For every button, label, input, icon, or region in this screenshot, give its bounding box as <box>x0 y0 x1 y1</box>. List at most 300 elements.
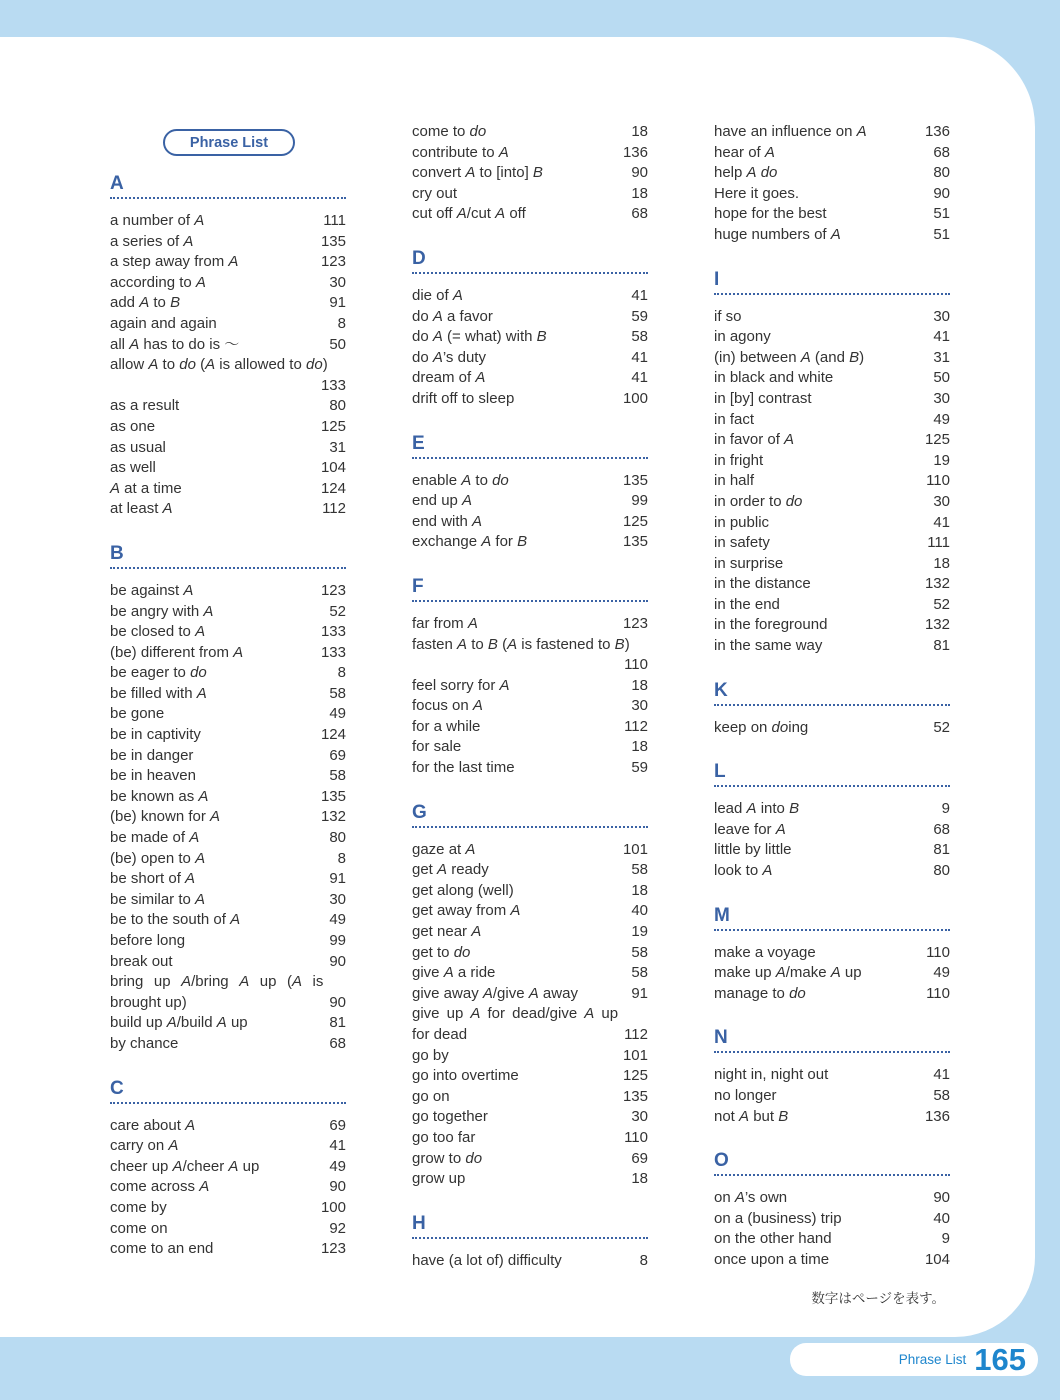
phrase-entry <box>412 1107 648 1128</box>
phrase-text: be in danger <box>110 746 194 764</box>
phrase-text: contribute to A <box>412 143 509 161</box>
page-number: 110 <box>624 656 648 674</box>
phrase-entry <box>714 1107 950 1128</box>
phrase-text: carry on A <box>110 1137 179 1155</box>
page-number: 68 <box>933 143 950 161</box>
page-number: 30 <box>631 1108 648 1126</box>
phrase-text: before long <box>110 932 186 949</box>
phrase-text: have an influence on A <box>714 123 867 140</box>
page-number: 104 <box>320 459 346 477</box>
section-header-N <box>714 1028 950 1053</box>
page-number: 30 <box>631 697 648 715</box>
page-number: 9 <box>941 800 950 818</box>
phrase-text: in [by] contrast <box>714 389 812 407</box>
phrase-text: have (a lot of) difficulty <box>412 1251 562 1269</box>
phrase-text: be angry with A <box>110 602 214 620</box>
phrase-entry <box>714 143 950 164</box>
section-letter: N <box>714 1027 728 1049</box>
phrase-entry <box>714 327 950 348</box>
page-number: 31 <box>933 348 950 366</box>
phrase-list-badge-label: Phrase List <box>189 134 269 151</box>
page-number: 91 <box>329 294 346 312</box>
phrase-text: in black and white <box>714 369 834 387</box>
phrase-text: go on <box>412 1087 450 1105</box>
page-number: 90 <box>631 164 648 182</box>
phrase-text: again and again <box>110 314 217 332</box>
phrase-entry <box>714 1250 950 1271</box>
phrase-entry <box>110 1239 346 1260</box>
phrase-entry <box>714 389 950 410</box>
phrase-entry <box>110 704 346 725</box>
page-number: 90 <box>329 1178 346 1196</box>
phrase-entry <box>714 615 950 636</box>
phrase-text: huge numbers of A <box>714 225 841 243</box>
phrase-text: in safety <box>714 534 770 552</box>
phrase-entry <box>412 758 648 779</box>
page-number: 136 <box>924 123 950 140</box>
phrase-text: keep on doing <box>714 718 809 736</box>
page-number: 136 <box>924 1107 950 1125</box>
phrase-entry <box>110 273 346 294</box>
page-number: 124 <box>320 726 346 744</box>
page-number: 81 <box>933 841 950 859</box>
section-letter: I <box>714 268 720 290</box>
phrase-entry <box>412 368 648 389</box>
phrase-entry <box>110 972 346 1013</box>
page-number: 31 <box>329 438 346 456</box>
page-number: 123 <box>320 1240 346 1258</box>
page-number: 110 <box>926 943 950 961</box>
section-header-F <box>412 577 648 602</box>
phrase-entry <box>110 766 346 787</box>
phrase-entry <box>110 1219 346 1240</box>
page-number: 9 <box>941 1230 950 1248</box>
page-number: 18 <box>631 881 648 899</box>
phrase-entry <box>714 184 950 205</box>
phrase-entry <box>714 204 950 225</box>
section-header-G <box>412 803 648 828</box>
section-letter: O <box>714 1150 729 1172</box>
page-number: 92 <box>329 1219 346 1237</box>
phrase-text: once upon a time <box>714 1250 830 1268</box>
page-number: 90 <box>329 952 346 970</box>
page-number: 49 <box>329 1157 346 1175</box>
phrase-text: exchange A for B <box>412 533 528 551</box>
phrase-text: according to A <box>110 273 206 291</box>
phrase-entry <box>714 1086 950 1107</box>
phrase-entry <box>412 389 648 410</box>
phrase-entry <box>714 718 950 739</box>
phrase-text: grow to do <box>412 1149 483 1167</box>
section-letter: B <box>110 542 124 564</box>
phrase-text: hear of A <box>714 143 775 161</box>
page-number: 59 <box>631 307 648 325</box>
phrase-entry <box>714 984 950 1005</box>
phrase-text: in favor of A <box>714 431 795 449</box>
phrase-text: in the end <box>714 595 780 613</box>
phrase-text: come to do <box>412 123 487 140</box>
phrase-entry <box>714 574 950 595</box>
phrase-entry <box>110 293 346 314</box>
page-number: 18 <box>631 738 648 756</box>
phrase-text: for a while <box>412 717 481 735</box>
phrase-text: give A a ride <box>412 964 496 982</box>
phrase-text: in half <box>714 472 755 490</box>
page-number: 110 <box>926 472 950 490</box>
footer-note: 数字はページを表す。 <box>811 1291 945 1306</box>
page-number: 8 <box>639 1251 648 1269</box>
phrase-text: no longer <box>714 1087 777 1104</box>
page-number: 69 <box>329 746 346 764</box>
page-number: 58 <box>933 1087 950 1104</box>
page-number: 132 <box>320 808 346 826</box>
phrase-text: in the foreground <box>714 616 828 634</box>
page-number: 30 <box>933 307 950 325</box>
page-number: 58 <box>631 964 648 982</box>
phrase-entry <box>714 820 950 841</box>
page-number: 41 <box>329 1137 346 1155</box>
phrase-text: on the other hand <box>714 1230 832 1248</box>
section-letter: M <box>714 904 730 926</box>
page-number: 8 <box>337 664 346 682</box>
phrase-entry <box>110 1116 346 1137</box>
phrase-text: drift off to sleep <box>412 389 515 407</box>
phrase-entry <box>110 663 346 684</box>
page-number: 18 <box>631 1170 648 1188</box>
phrase-text: hope for the best <box>714 205 827 223</box>
phrase-entry <box>412 1128 648 1149</box>
page-number: 52 <box>329 602 346 620</box>
phrase-entry <box>714 943 950 964</box>
phrase-text: get away from A <box>412 902 521 920</box>
phrase-text: come by <box>110 1198 167 1216</box>
phrase-text: fasten A to B (A is fastened to B) <box>412 635 630 653</box>
page-number: 110 <box>926 984 950 1002</box>
page-number: 80 <box>933 164 950 182</box>
section-letter: C <box>110 1077 124 1099</box>
page-number: 132 <box>924 575 950 593</box>
phrase-entry <box>412 881 648 902</box>
section-letter: G <box>412 801 427 823</box>
phrase-text: enable A to do <box>412 471 509 489</box>
column-3 <box>714 122 950 1271</box>
page-number: 30 <box>329 890 346 908</box>
phrase-text: little by little <box>714 841 792 859</box>
page-number: 18 <box>631 184 648 202</box>
phrase-entry <box>412 737 648 758</box>
page-number: 90 <box>329 993 346 1011</box>
phrase-entry <box>412 943 648 964</box>
phrase-entry <box>714 799 950 820</box>
page-number: 41 <box>933 328 950 346</box>
phrase-entry <box>412 491 648 512</box>
phrase-text: look to A <box>714 862 773 880</box>
section-header-H <box>412 1214 648 1239</box>
phrase-entry <box>412 471 648 492</box>
phrase-text: come to an end <box>110 1240 214 1258</box>
phrase-entry <box>714 163 950 184</box>
phrase-text: come across A <box>110 1178 210 1196</box>
section-letter: E <box>412 432 425 454</box>
phrase-text: in fact <box>714 410 755 428</box>
page-number: 58 <box>329 684 346 702</box>
phrase-entry <box>110 335 346 356</box>
phrase-entry <box>714 225 950 246</box>
page-number: 112 <box>322 500 346 518</box>
phrase-text: end up A <box>412 492 473 510</box>
phrase-text: make up A/make A up <box>714 964 862 982</box>
page-number: 49 <box>933 964 950 982</box>
column-1 <box>110 122 346 1260</box>
phrase-text: be against A <box>110 581 194 599</box>
page-number: 40 <box>933 1209 950 1227</box>
section-header-K <box>714 681 950 706</box>
phrase-entry <box>714 430 950 451</box>
section-letter: K <box>714 679 728 701</box>
phrase-text: (be) known for A <box>110 808 221 826</box>
phrase-entry <box>110 396 346 417</box>
phrase-entry <box>714 595 950 616</box>
phrase-entry <box>110 1136 346 1157</box>
phrase-text: on A’s own <box>714 1189 788 1207</box>
phrase-entry <box>714 1209 950 1230</box>
page-number: 125 <box>320 417 346 435</box>
phrase-entry <box>714 513 950 534</box>
phrase-text: for sale <box>412 738 462 756</box>
page-number: 123 <box>320 581 346 599</box>
phrase-entry <box>110 725 346 746</box>
section-header-I <box>714 270 950 295</box>
phrase-entry <box>110 910 346 931</box>
phrase-text: get to do <box>412 943 471 961</box>
page-number: 90 <box>933 184 950 202</box>
page-number: 135 <box>622 1087 648 1105</box>
page-number: 125 <box>622 1067 648 1085</box>
phrase-entry <box>412 840 648 861</box>
section-letter: L <box>714 761 726 783</box>
section-header-E <box>412 434 648 459</box>
phrase-text: cut off A/cut A off <box>412 205 526 223</box>
phrase-text: be to the south of A <box>110 911 241 929</box>
phrase-entry <box>412 307 648 328</box>
page-number: 124 <box>320 479 346 497</box>
page-number: 135 <box>622 471 648 489</box>
page-number: 90 <box>933 1189 950 1207</box>
phrase-entry <box>110 581 346 602</box>
phrase-text: lead A into B <box>714 800 800 818</box>
phrase-entry <box>714 963 950 984</box>
phrase-entry <box>110 1157 346 1178</box>
phrase-entry <box>110 417 346 438</box>
column-2 <box>412 122 648 1271</box>
page-number: 49 <box>329 911 346 929</box>
page-number: 49 <box>329 705 346 723</box>
phrase-text: a step away from A <box>110 253 239 271</box>
phrase-entry <box>714 1065 950 1086</box>
page-number: 30 <box>933 389 950 407</box>
phrase-text: gaze at A <box>412 840 476 858</box>
phrase-text: focus on A <box>412 697 483 715</box>
page-number: 135 <box>320 232 346 250</box>
page-number: 69 <box>329 1116 346 1134</box>
page-number: 99 <box>631 492 648 510</box>
phrase-text: add A to B <box>110 294 181 312</box>
page-number: 8 <box>337 849 346 867</box>
phrase-text: on a (business) trip <box>714 1209 842 1227</box>
phrase-entry <box>412 1169 648 1190</box>
page-number: 18 <box>933 554 950 572</box>
phrase-text: cry out <box>412 184 458 202</box>
page-number: 41 <box>631 286 648 304</box>
page-number: 100 <box>320 1198 346 1216</box>
page-number: 69 <box>631 1149 648 1167</box>
phrase-entry <box>110 849 346 870</box>
phrase-entry <box>714 1188 950 1209</box>
page-number: 104 <box>924 1250 950 1268</box>
phrase-text: bring up A/bring A up (A is brought up) <box>110 973 324 1011</box>
phrase-text: get A ready <box>412 861 489 879</box>
page-number: 136 <box>622 143 648 161</box>
phrase-entry <box>110 252 346 273</box>
section-letter: A <box>110 173 124 194</box>
phrase-text: do A (= what) with B <box>412 328 547 346</box>
page-number: 8 <box>337 314 346 332</box>
phrase-text: as a result <box>110 397 180 415</box>
page-number: 135 <box>320 787 346 805</box>
phrase-entry <box>110 314 346 335</box>
phrase-text: do A a favor <box>412 307 493 325</box>
phrase-entry <box>110 643 346 664</box>
phrase-entry <box>412 122 648 143</box>
phrase-text: care about A <box>110 1116 196 1134</box>
phrase-entry <box>110 622 346 643</box>
phrase-text: as well <box>110 459 156 477</box>
phrase-entry <box>714 451 950 472</box>
phrase-entry <box>110 807 346 828</box>
phrase-text: be filled with A <box>110 684 207 702</box>
phrase-text: by chance <box>110 1034 179 1052</box>
footer-section-label: Phrase List <box>898 1352 967 1367</box>
phrase-text: a series of A <box>110 232 194 250</box>
phrase-text: in order to do <box>714 492 803 510</box>
phrase-entry <box>412 512 648 533</box>
section-header-A <box>110 174 346 199</box>
page-number: 132 <box>924 616 950 634</box>
phrase-entry <box>412 1046 648 1067</box>
page-number: 91 <box>631 984 648 1002</box>
phrase-text: for the last time <box>412 759 515 777</box>
page-number: 80 <box>329 829 346 847</box>
phrase-text: go too far <box>412 1128 476 1146</box>
phrase-text: give up A for dead/give A up for dead <box>412 1005 619 1043</box>
phrase-entry <box>714 840 950 861</box>
phrase-text: get near A <box>412 923 482 941</box>
phrase-entry <box>110 499 346 520</box>
phrase-text: in agony <box>714 328 771 346</box>
phrase-entry <box>714 307 950 328</box>
phrase-text: convert A to [into] B <box>412 164 543 182</box>
phrase-entry <box>714 348 950 369</box>
phrase-entry <box>412 286 648 307</box>
phrase-text: far from A <box>412 614 478 632</box>
page-number: 101 <box>622 1046 648 1064</box>
phrase-text: (be) open to A <box>110 849 206 867</box>
footer-page-bar <box>790 1343 1038 1376</box>
section-letter: F <box>412 575 424 597</box>
phrase-entry <box>412 204 648 225</box>
phrase-entry <box>714 533 950 554</box>
page-number: 41 <box>933 513 950 531</box>
page-number: 68 <box>329 1034 346 1052</box>
section-header-M <box>714 906 950 931</box>
page-number: 18 <box>631 676 648 694</box>
phrase-entry <box>110 746 346 767</box>
page-number: 133 <box>320 376 346 394</box>
page-number: 51 <box>933 205 950 223</box>
phrase-entry <box>412 635 648 676</box>
page-number: 100 <box>622 389 648 407</box>
phrase-entry <box>110 931 346 952</box>
page-number: 52 <box>933 595 950 613</box>
phrase-text: dream of A <box>412 369 486 387</box>
phrase-entry <box>412 327 648 348</box>
phrase-entry <box>110 232 346 253</box>
page-number: 112 <box>624 717 648 735</box>
section-header-C <box>110 1079 346 1104</box>
page-number: 19 <box>631 923 648 941</box>
phrase-entry <box>110 479 346 500</box>
phrase-text: in fright <box>714 451 764 469</box>
phrase-text: go into overtime <box>412 1067 519 1085</box>
phrase-text: leave for A <box>714 820 786 838</box>
phrase-text: be short of A <box>110 870 196 888</box>
phrase-text: go together <box>412 1108 488 1126</box>
phrase-text: be eager to do <box>110 664 207 682</box>
phrase-entry <box>412 1251 648 1272</box>
phrase-entry <box>110 211 346 232</box>
phrase-entry <box>412 1087 648 1108</box>
phrase-entry <box>110 438 346 459</box>
page-number: 52 <box>933 718 950 736</box>
page-sheet <box>0 37 1035 1337</box>
page-number: 111 <box>323 212 346 229</box>
phrase-entry <box>110 952 346 973</box>
phrase-text: Here it goes. <box>714 184 800 202</box>
page-number: 101 <box>622 840 648 858</box>
phrase-text: as usual <box>110 438 166 456</box>
phrase-entry <box>412 901 648 922</box>
phrase-text: be known as A <box>110 787 209 805</box>
page-number: 123 <box>320 253 346 271</box>
phrase-entry <box>110 1177 346 1198</box>
phrase-text: be gone <box>110 705 165 723</box>
phrase-entry <box>714 492 950 513</box>
phrase-text: night in, night out <box>714 1066 829 1084</box>
phrase-text: allow A to do (A is allowed to do) <box>110 356 328 374</box>
page-number: 125 <box>924 431 950 449</box>
phrase-text: be in captivity <box>110 726 201 744</box>
phrase-entry <box>110 684 346 705</box>
phrase-entry <box>412 676 648 697</box>
page-number: 68 <box>631 205 648 223</box>
page-number: 41 <box>933 1066 950 1084</box>
phrase-entry <box>412 143 648 164</box>
page-number: 80 <box>933 862 950 880</box>
page-number: 111 <box>927 534 950 552</box>
phrase-entry <box>110 355 346 396</box>
phrase-text: be similar to A <box>110 890 206 908</box>
page-number: 125 <box>622 512 648 530</box>
